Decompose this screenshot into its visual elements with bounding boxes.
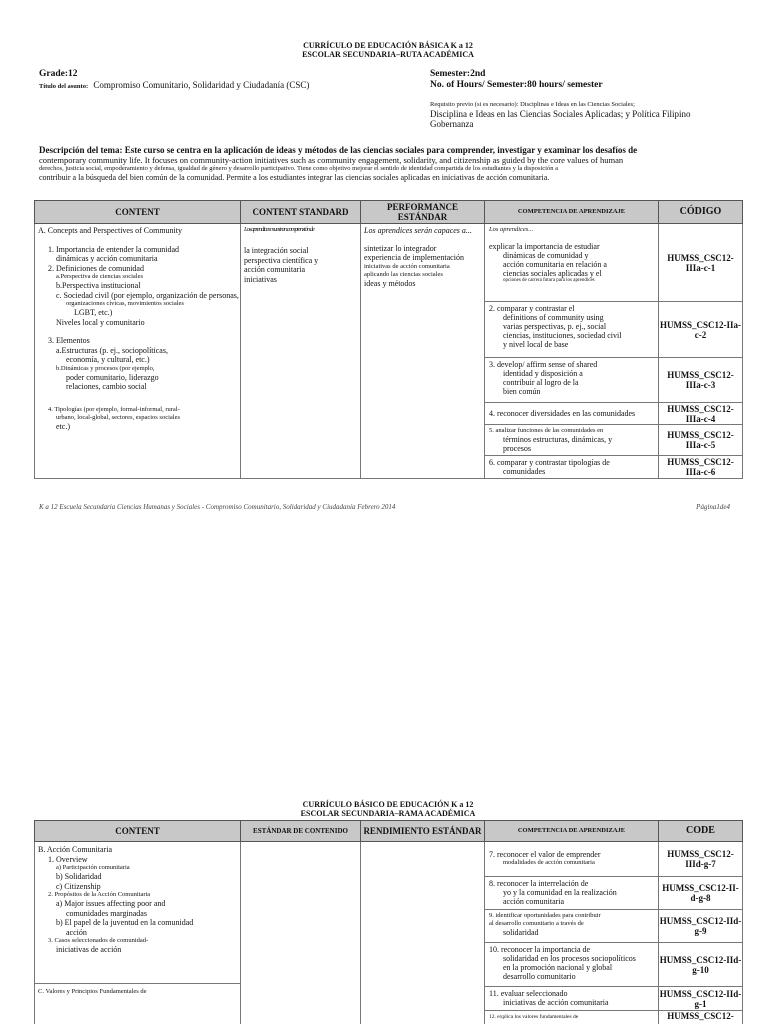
list-item: poder comunitario, liderazgo — [66, 372, 159, 382]
competency-line: 10. reconocer la importancia de — [489, 945, 591, 954]
competency-item — [485, 943, 658, 987]
competency-line: solidaridad — [503, 928, 539, 937]
competency-line: definitions of community using — [503, 313, 604, 322]
competency-line: iniciativas de acción comunitaria — [503, 998, 609, 1007]
competency-item — [485, 877, 658, 910]
competency-line: 2. comparar y contrastar el — [489, 304, 575, 313]
subject-value: Compromiso Comunitario, Solidaridad y Ciudadanía (CSC) — [93, 80, 310, 90]
list-item: comunidades marginadas — [66, 908, 147, 918]
col-performance: PERFORMANCE ESTÁNDAR — [361, 201, 485, 224]
competency-item — [485, 1011, 658, 1024]
standard-text: iniciativas — [244, 274, 277, 284]
competency-code: HUMSS_CSC12- — [667, 1011, 734, 1021]
competency-line: solidaridad en los procesos sociopolíticos — [503, 954, 636, 963]
competency-line: opciones de carrera futura para los aprendices — [503, 278, 595, 283]
subject-description — [39, 145, 698, 183]
grade-label: Grade:12 — [39, 69, 78, 79]
code-cell — [659, 224, 743, 479]
list-item: economía, y cultural, etc.) — [66, 355, 150, 364]
desc-line-3: derechos, justicia social, empoderamiento y defensa, igualdad de género y desarrollo participativo. Tiene como objetivo mejorar el sentido de identidad compartida de los estudiantes y la disposición a — [39, 165, 558, 172]
competency-code: HUMSS_CSC12-IId-g-10 — [659, 943, 742, 987]
content-cell — [35, 842, 241, 1024]
page-footer — [39, 503, 730, 511]
list-item: b) Solidaridad — [56, 872, 102, 881]
header-row — [35, 201, 743, 224]
competency-code: HUMSS_CSC12-IIId-g-7 — [659, 842, 742, 877]
competency-code: HUMSS_CSC12-IIa-c-2 — [659, 302, 742, 358]
list-item: acción — [66, 927, 87, 937]
list-item: dinámicas y acción comunitaria — [56, 254, 158, 263]
competency-item — [485, 456, 658, 478]
competency-line: desarrollo comunitario — [503, 972, 576, 981]
table-row — [35, 224, 743, 479]
page-number: Página1de4 — [696, 503, 730, 511]
list-item: c) Citizenship — [56, 881, 101, 891]
desc-lead: Descripción del tema: Este curso se centra en la aplicación de ideas y métodos de las ciencias sociales para comprender, investigar y examinar los desafíos de — [39, 145, 638, 155]
list-item: LGBT, etc.) — [74, 308, 113, 317]
list-item: c. Sociedad civil (por ejemplo, organización de personas, — [56, 290, 239, 300]
competency-line: 9. identificar oportunidades para contribuir — [489, 912, 601, 919]
competency-item — [485, 358, 658, 403]
competency-line: explicar la importancia de estudiar — [489, 242, 600, 251]
competency-line: acción comunitaria — [503, 897, 565, 906]
page2-header — [0, 800, 768, 818]
competency-item — [485, 224, 658, 302]
list-item: a.Estructuras (p. ej., sociopolíticas, — [56, 345, 168, 355]
competency-line: bien común — [503, 387, 541, 396]
header-line-2: ESCOLAR SECUNDARIA–RUTA ACADÉMICA — [302, 50, 474, 59]
competency-line: y nivel local de base — [503, 340, 569, 349]
col-content-standard: ESTÁNDAR DE CONTENIDO — [241, 821, 361, 842]
curriculum-table-1 — [34, 200, 743, 479]
list-item: 3. Casos seleccionados de comunidad- — [48, 937, 149, 944]
header-row — [35, 821, 743, 842]
list-item: 1. Overview — [48, 854, 88, 864]
semester-label: Semester:2nd — [430, 69, 486, 79]
footer-text: K a 12 Escuela Secundaria Ciencias Humanas y Sociales - Compromiso Comunitario, Solidaridad y Ciudadanía Febrero 2014 — [39, 503, 396, 511]
standard-text: la integración social — [244, 246, 309, 255]
prerequisite — [430, 101, 720, 129]
col-competency: COMPETENCIA DE APRENDIZAJE — [485, 821, 659, 842]
competency-line: yo y la comunidad en la realización — [503, 888, 617, 897]
competency-line: al desarrollo comunitario a través de — [489, 920, 584, 927]
col-code: CÓDIGO — [659, 201, 743, 224]
list-item: a.Perspectiva de ciencias sociales — [56, 273, 143, 280]
competency-line: modalidades de acción comunitaria — [503, 859, 595, 866]
prereq-line-3: Gobernanza — [430, 119, 474, 129]
competency-line: 4. reconocer diversidades en las comunidades — [489, 409, 636, 418]
col-content: CONTENT — [35, 201, 241, 224]
list-item: etc.) — [56, 421, 70, 431]
competency-line: comunidades — [503, 467, 546, 476]
competency-code: HUMSS_CSC12-IIIa-c-4 — [659, 403, 742, 425]
standard-intro: Los aprendices muestran comprensión de — [244, 226, 314, 233]
list-item: 2. Propósitos de la Acción Comunitaria — [48, 891, 151, 898]
competency-line: contribuir al logro de la — [503, 378, 579, 387]
competency-code: HUMSS_CSC12-IId-g-1 — [659, 987, 742, 1011]
competency-code: HUMSS_CSC12-IIIa-c-1 — [659, 224, 742, 302]
list-item: 3. Elementos — [48, 336, 90, 345]
content-standard-cell — [241, 842, 361, 1024]
competency-line: 7. reconocer el valor de emprender — [489, 850, 601, 859]
competency-item — [485, 987, 658, 1011]
page-2 — [0, 798, 768, 1024]
competency-line: 12. explica los valores fundamentales de — [489, 1014, 579, 1020]
performance-text: experiencia de implementación — [364, 253, 464, 262]
competency-line: 6. comparar y contrastar tipologías de — [489, 458, 610, 467]
performance-intro: Los aprendices serán capaces a... — [364, 226, 472, 235]
hours-label: No. of Hours/ Semester:80 hours/ semester — [430, 80, 603, 90]
list-item: b.Perspectiva institucional — [56, 281, 141, 290]
performance-text: ideas y métodos — [364, 278, 416, 288]
standard-text: acción comunitaria — [244, 265, 306, 274]
competency-line: en la promoción nacional y global — [503, 963, 613, 972]
competency-line: 8. reconocer la interrelación de — [489, 879, 589, 888]
table-row — [35, 842, 743, 1024]
desc-line-4: contribuir a la búsqueda del bien común de la comunidad. Permite a los estudiantes integrar las ciencias sociales aplicadas en iniciativas de acción comunitaria. — [39, 173, 550, 182]
competency-line: términos estructuras, dinámicas, y — [503, 435, 613, 444]
curriculum-table-2 — [34, 820, 743, 1024]
col-competency: COMPETENCIA DE APRENDIZAJE — [485, 201, 659, 224]
competency-line: identidad y disposición a — [503, 369, 583, 378]
competency-line: ciencias, instituciones, sociedad civil — [503, 331, 622, 340]
list-item: organizaciones cívicas, movimientos sociales — [66, 300, 184, 307]
prereq-line-1: Requisito previo (si es necesario): Disciplinas e Ideas en las Ciencias Sociales; — [430, 101, 635, 108]
content-c-title: C. Valores y Principios Fundamentales de — [38, 987, 147, 995]
prereq-line-2: Disciplina e Ideas en las Ciencias Sociales Aplicadas; y Política Filipino — [430, 109, 691, 119]
standard-text: perspectiva científica y — [244, 255, 319, 265]
list-item: b) El papel de la juventud en la comunidad — [56, 918, 194, 927]
col-code: CODE — [659, 821, 743, 842]
competency-code: HUMSS_CSC12-IIIa-c-6 — [667, 457, 734, 477]
col-content: CONTENT — [35, 821, 241, 842]
competency-line: varias perspectivas, p. ej., social — [503, 322, 607, 331]
competency-code: HUMSS_CSC12-IIIa-c-3 — [659, 358, 742, 403]
competency-line: procesos — [503, 444, 531, 453]
competency-item — [485, 425, 658, 456]
performance-text: sintetizar lo integrador — [364, 243, 437, 253]
competency-item — [485, 302, 658, 358]
header-line-2: ESCOLAR SECUNDARIA–RAMA ACADÉMICA — [300, 809, 476, 818]
competency-cell — [485, 842, 659, 1024]
code-cell — [659, 842, 743, 1024]
competency-item — [485, 910, 658, 943]
competency-line: acción comunitaria en relación a — [503, 260, 607, 269]
competency-code: HUMSS_CSC12-IId-g-9 — [659, 910, 742, 943]
subject-label: Título del asunto: — [39, 83, 89, 90]
list-item: 1. Importancia de entender la comunidad — [48, 244, 180, 254]
list-item: urbano, local-global, sectores, espacios sociales — [56, 413, 180, 421]
list-item: iniciativas de acción — [56, 945, 122, 954]
content-a-title: A. Concepts and Perspectives of Community — [38, 226, 182, 235]
competency-item — [485, 403, 658, 425]
competency-line: 5. analizar funciones de las comunidades en — [489, 427, 604, 434]
performance-text: aplicando las ciencias sociales — [364, 270, 443, 278]
competency-line: Los aprendices... — [489, 226, 534, 233]
list-item: 4. Tipologías (por ejemplo, formal-informal, rural- — [48, 405, 180, 413]
list-item: a) Participación comunitaria — [56, 864, 130, 871]
list-item: b.Dinámicas y procesos (por ejemplo, — [56, 364, 155, 372]
performance-cell — [361, 224, 485, 479]
competency-code: HUMSS_CSC12-IIIa-c-5 — [659, 425, 742, 456]
page1-header — [0, 41, 768, 59]
performance-text: iniciativas de acción comunitaria — [364, 262, 450, 270]
list-item: 2. Definiciones de comunidad — [48, 263, 144, 273]
competency-cell — [485, 224, 659, 479]
competency-item — [485, 842, 658, 877]
subject-row — [39, 80, 309, 91]
content-cell — [35, 224, 241, 479]
competency-code: HUMSS_CSC12-II-d-g-8 — [659, 877, 742, 910]
competency-line: dinámicas de comunidad y — [503, 251, 589, 260]
competency-line: 11. evaluar seleccionado — [489, 989, 568, 998]
list-item: a) Major issues affecting poor and — [56, 899, 166, 908]
content-standard-cell — [241, 224, 361, 479]
list-item: Niveles local y comunitario — [56, 317, 145, 327]
performance-cell — [361, 842, 485, 1024]
col-performance: RENDIMIENTO ESTÁNDAR — [361, 821, 485, 842]
list-item: relaciones, cambio social — [66, 382, 147, 391]
header-line-1: CURRÍCULO BÁSICO DE EDUCACIÓN K a 12 — [302, 800, 474, 809]
header-line-1: CURRÍCULO DE EDUCACIÓN BÁSICA K a 12 — [303, 41, 473, 50]
competency-line: 3. develop/ affirm sense of shared — [489, 360, 598, 369]
content-b-title: B. Acción Comunitaria — [38, 845, 112, 854]
desc-line-2: contemporary community life. It focuses on community-action initiatives such as community engagement, solidarity, and citizenship as guided by the core values of human — [39, 155, 624, 165]
competency-line: ciencias sociales aplicadas y el — [503, 269, 602, 278]
col-content-standard: CONTENT STANDARD — [241, 201, 361, 224]
